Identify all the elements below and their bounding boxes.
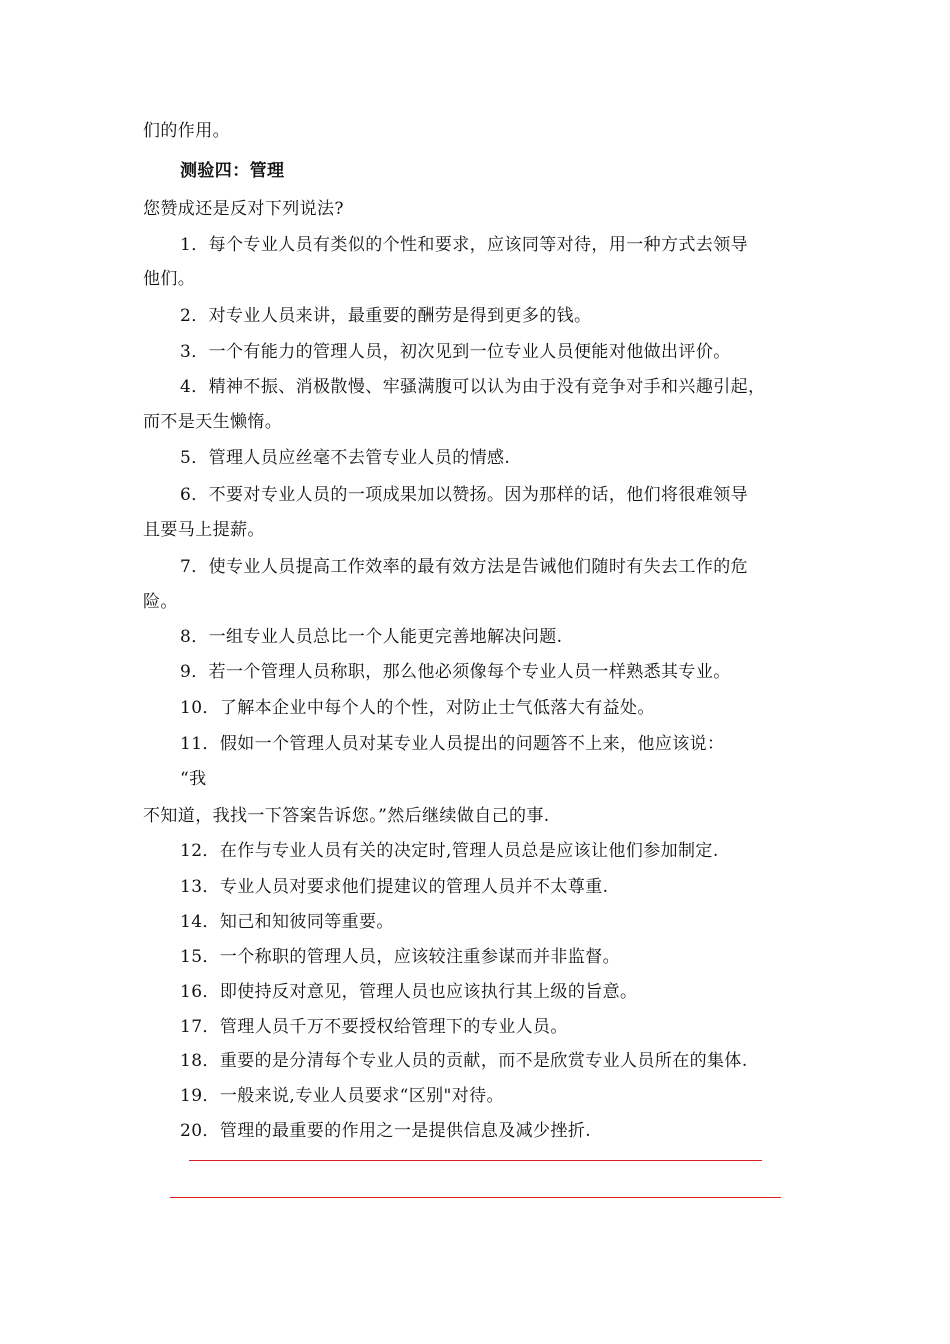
item-6: 6．不要对专业人员的一项成果加以赞扬。因为那样的话，他们将很难领导 (180, 485, 749, 505)
item-2: 2．对专业人员来讲，最重要的酬劳是得到更多的钱。 (180, 306, 592, 326)
item-4: 4．精神不振、消极散慢、牢骚满腹可以认为由于没有竞争对手和兴趣引起， (180, 377, 766, 397)
answer-underline (170, 1197, 781, 1198)
answer-underline (189, 1160, 762, 1161)
section-heading: 测验四：管理 (180, 161, 285, 181)
item-17: 17．管理人员千万不要授权给管理下的专业人员。 (180, 1017, 568, 1037)
item-18: 18．重要的是分清每个专业人员的贡献，而不是欣赏专业人员所在的集体. (180, 1051, 748, 1071)
item-11-continued: 不知道，我找一下答案告诉您。”然后继续做自己的事. (143, 806, 550, 826)
item-7: 7．使专业人员提高工作效率的最有效方法是告诫他们随时有失去工作的危 (180, 557, 749, 577)
item-14: 14．知己和知彼同等重要。 (180, 912, 394, 932)
item-9: 9．若一个管理人员称职，那么他必须像每个专业人员一样熟悉其专业。 (180, 662, 731, 682)
item-10: 10．了解本企业中每个人的个性，对防止士气低落大有益处。 (180, 698, 655, 718)
item-7-continued: 险。 (143, 592, 178, 612)
item-3: 3．一个有能力的管理人员，初次见到一位专业人员便能对他做出评价。 (180, 342, 731, 362)
item-5: 5．管理人员应丝毫不去管专业人员的情感. (180, 448, 511, 468)
item-12: 12．在作与专业人员有关的决定时,管理人员总是应该让他们参加制定. (180, 841, 719, 861)
item-20: 20．管理的最重要的作用之一是提供信息及减少挫折. (180, 1121, 592, 1141)
item-1: 1．每个专业人员有类似的个性和要求，应该同等对待，用一种方式去领导 (180, 235, 749, 255)
item-19: 19．一般来说,专业人员要求“区别"对待。 (180, 1086, 504, 1106)
question-prompt: 您赞成还是反对下列说法? (143, 199, 344, 219)
item-4-continued: 而不是天生懒惰。 (143, 412, 283, 432)
item-1-continued: 他们。 (143, 269, 196, 289)
item-11-quote-start: “我 (180, 769, 207, 789)
text-line: 们的作用。 (143, 121, 230, 141)
item-13: 13．专业人员对要求他们提建议的管理人员并不太尊重. (180, 877, 609, 897)
item-15: 15．一个称职的管理人员，应该较注重参谋而并非监督。 (180, 947, 621, 967)
item-11: 11．假如一个管理人员对某专业人员提出的问题答不上来，他应该说： (180, 734, 725, 754)
item-8: 8．一组专业人员总比一个人能更完善地解决问题. (180, 627, 563, 647)
item-16: 16．即使持反对意见，管理人员也应该执行其上级的旨意。 (180, 982, 638, 1002)
item-6-continued: 且要马上提薪。 (143, 520, 265, 540)
